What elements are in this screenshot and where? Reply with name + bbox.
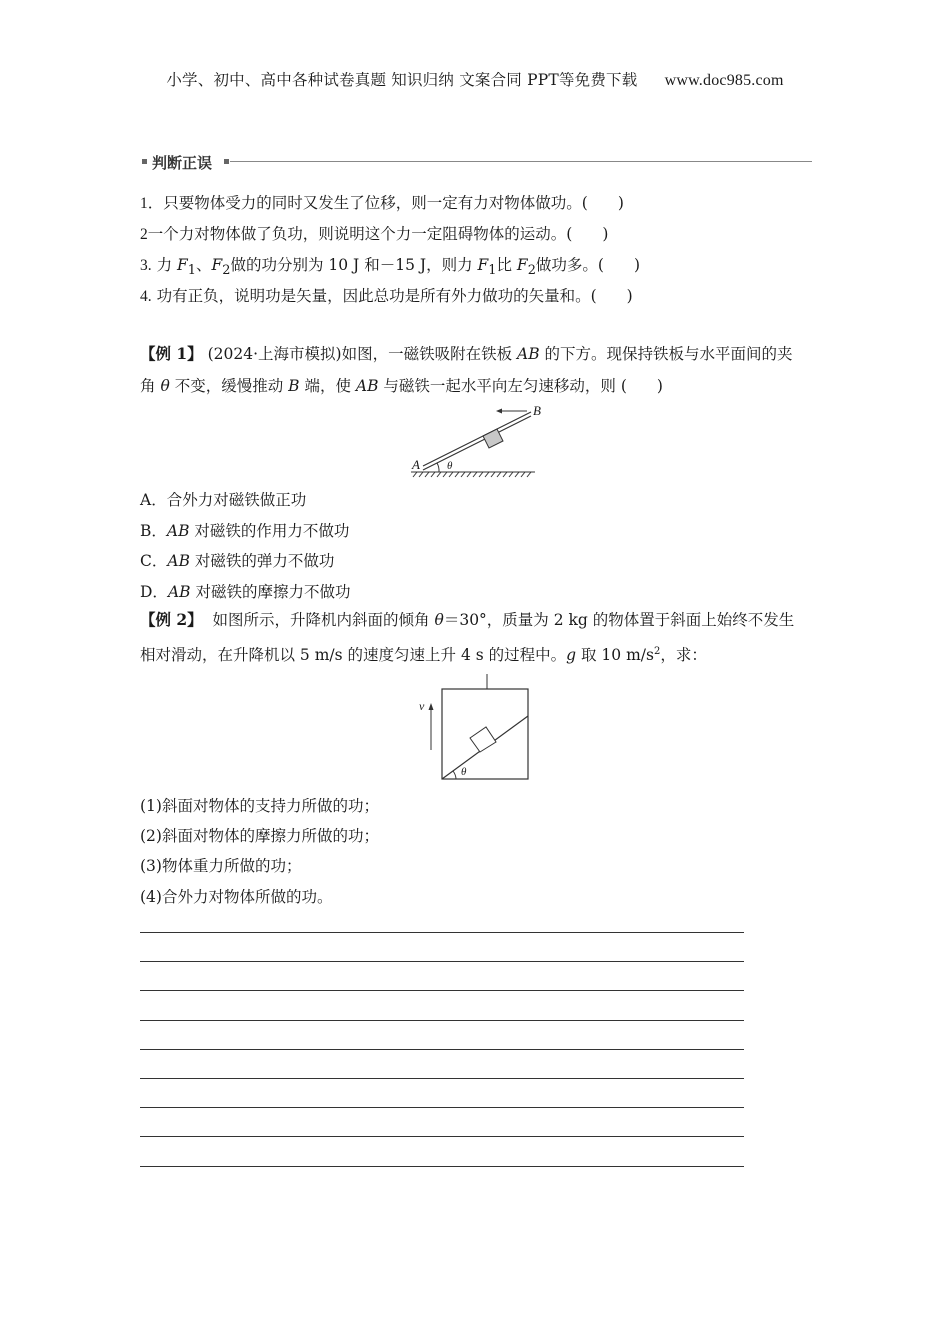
item-text: 只要物体受力的同时又发生了位移，则一定有力对物体做功。( (163, 194, 588, 212)
inclined-plate-figure (405, 400, 545, 480)
var-ab: AB (167, 583, 191, 601)
iron-plate-ab (423, 412, 531, 470)
subscript: 2 (222, 263, 231, 279)
label-b: B (533, 403, 541, 418)
var-theta: θ (160, 377, 170, 395)
question-2: (2)斜面对物体的摩擦力所做的功； (140, 827, 379, 845)
item-text: 力 (156, 256, 177, 274)
var-ab: AB (355, 377, 379, 395)
option-a[interactable] (140, 488, 306, 510)
example-2-stem (140, 604, 812, 671)
option-text: 合外力对磁铁做正功 (166, 491, 307, 509)
example-tag: 【例 2】 (140, 610, 203, 629)
answer-line[interactable] (140, 932, 744, 933)
var-f: F (516, 256, 528, 274)
label-theta: θ (461, 766, 467, 778)
push-arrow-icon (496, 409, 527, 414)
stem-text: (2024·上海市模拟)如图，一磁铁吸附在铁板 (207, 345, 518, 363)
judgment-item-1 (140, 191, 624, 213)
paren-close: ) (617, 194, 624, 212)
var-ab: AB (517, 345, 540, 363)
stem-text: 与磁铁一起水平向左匀速移动，则 ( (378, 377, 627, 395)
angle-arc (453, 771, 456, 779)
var-ab: AB (167, 552, 190, 570)
item-text: 比 (496, 256, 517, 274)
var-theta: θ (434, 611, 444, 629)
header-url[interactable]: www.doc985.com (664, 72, 784, 89)
item-text: 做的功分别为 10 J 和－15 J，则力 (230, 256, 478, 274)
stem-text: 相对滑动，在升降机以 5 m/s 的速度匀速上升 4 s 的过程中。 (140, 646, 567, 665)
answer-line[interactable] (140, 1049, 744, 1050)
var-f: F (177, 256, 188, 274)
subscript: 1 (488, 263, 497, 279)
item-number: 4. (140, 288, 152, 305)
var-b: B (288, 377, 300, 395)
var-g: g (566, 646, 577, 665)
answer-line[interactable] (140, 1166, 744, 1167)
velocity-arrow-icon (429, 703, 434, 750)
stem-text: ，求： (660, 646, 707, 665)
label-v: v (419, 699, 425, 713)
ground-hatch (411, 472, 535, 477)
section-divider (230, 161, 812, 162)
item-number: 2 (140, 226, 148, 243)
option-key: D． (140, 583, 168, 601)
item-text: 、 (195, 256, 212, 274)
var-f: F (211, 256, 223, 274)
stem-text: ＝30°，质量为 2 kg 的物体置于斜面上始终不发生 (443, 611, 795, 629)
example-tag: 【例 1】 (140, 344, 203, 363)
paren-close: ) (626, 287, 633, 305)
paren-close: ) (602, 225, 609, 243)
stem-text: 取 10 m/s (576, 646, 654, 665)
answer-line[interactable] (140, 1136, 744, 1137)
bullet-square-icon (142, 159, 147, 164)
item-text: 做功多。( (535, 256, 604, 274)
var-ab: AB (166, 522, 190, 540)
option-key: B． (140, 522, 167, 540)
judgment-item-2 (140, 222, 608, 244)
stem-text: 端，使 (299, 377, 356, 395)
answer-area[interactable] (140, 932, 744, 1195)
question-1: (1)斜面对物体的支持力所做的功； (140, 797, 379, 815)
stem-text: 如图所示，升降机内斜面的倾角 (212, 611, 435, 629)
item-text: 一个力对物体做了负功，则说明这个力一定阻碍物体的运动。( (147, 225, 573, 243)
stem-text: 的下方。现保持铁板与水平面间的夹 (539, 345, 793, 363)
answer-line[interactable] (140, 1020, 744, 1021)
bullet-square-icon (224, 159, 229, 164)
stem-text: 角 (140, 377, 161, 395)
stem-text: 不变，缓慢推动 (169, 377, 289, 395)
judgment-item-4 (140, 284, 633, 306)
option-text: 对磁铁的作用力不做功 (189, 522, 350, 540)
label-theta: θ (447, 460, 453, 472)
question-4: (4)合外力对物体所做的功。 (140, 888, 333, 906)
option-c[interactable] (140, 549, 334, 571)
elevator-figure (415, 672, 535, 784)
object-block (470, 727, 496, 752)
item-number: 1． (140, 195, 164, 212)
option-text: 对磁铁的弹力不做功 (189, 552, 335, 570)
header-banner: 小学、初中、高中各种试卷真题 知识归纳 文案合同 PPT等免费下载 (166, 71, 638, 89)
subscript: 2 (527, 263, 536, 279)
label-a: A (412, 457, 420, 472)
answer-line[interactable] (140, 961, 744, 962)
var-f: F (477, 256, 489, 274)
option-b[interactable] (140, 519, 349, 541)
section-title: 判断正误 (152, 154, 213, 172)
example-1-stem (140, 338, 812, 402)
item-number: 3. (140, 257, 152, 274)
angle-arc (437, 463, 439, 472)
item-text: 功有正负，说明功是矢量，因此总功是所有外力做功的矢量和。( (156, 287, 597, 305)
option-text: 对磁铁的摩擦力不做功 (190, 583, 351, 601)
superscript: 2 (653, 646, 661, 657)
section-heading (140, 152, 812, 172)
option-key: C． (140, 552, 168, 570)
option-d[interactable] (140, 580, 350, 602)
question-3: (3)物体重力所做的功； (140, 857, 302, 875)
paren-close: ) (633, 256, 641, 274)
answer-line[interactable] (140, 1078, 744, 1079)
page-header (0, 68, 950, 90)
judgment-item-3 (140, 253, 640, 278)
subscript: 1 (187, 263, 196, 279)
answer-line[interactable] (140, 990, 744, 991)
option-key: A． (140, 491, 167, 509)
answer-line[interactable] (140, 1107, 744, 1108)
paren-close: ) (656, 377, 663, 395)
